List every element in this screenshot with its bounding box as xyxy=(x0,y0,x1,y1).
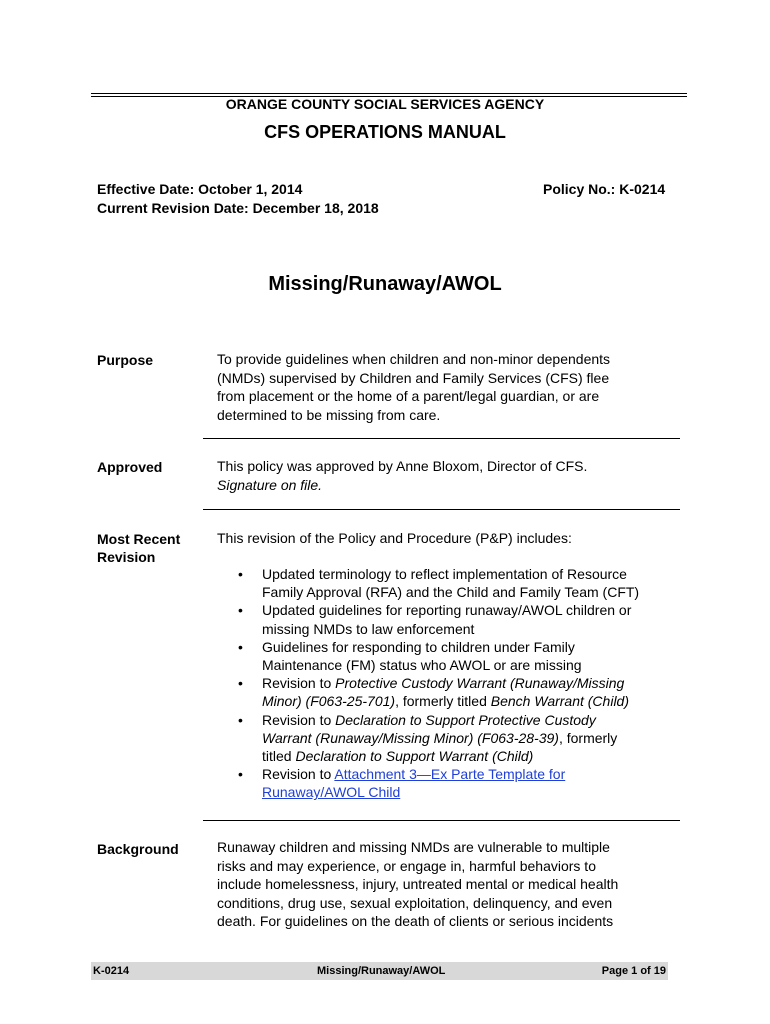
list-line xyxy=(262,711,684,729)
bullet-icon: • xyxy=(238,766,243,783)
signature-note: Signature on file. xyxy=(217,476,323,493)
list-line: Guidelines for responding to children under Family xyxy=(262,638,575,655)
purpose-label: Purpose xyxy=(97,352,154,368)
form-title: Warrant (Runaway/Missing Minor) (F063-28-39) xyxy=(262,729,559,746)
approved-label: Approved xyxy=(97,459,163,475)
policy-number: Policy No.: K-0214 xyxy=(543,181,666,197)
page-title: Missing/Runaway/AWOL xyxy=(268,273,502,295)
text-run: , formerly titled xyxy=(395,693,491,710)
purpose-line: To provide guidelines when children and non-minor dependents xyxy=(217,351,611,367)
list-line xyxy=(262,729,684,747)
bullet-icon: • xyxy=(238,675,243,692)
background-line: risks and may experience, or engage in, harmful behaviors to xyxy=(217,857,596,874)
approved-text xyxy=(217,457,687,494)
list-line xyxy=(262,765,684,783)
background-text xyxy=(217,838,687,931)
list-line: Maintenance (FM) status who AWOL or are missing xyxy=(262,657,582,674)
revision-list xyxy=(234,565,684,802)
list-item xyxy=(234,765,684,801)
purpose-text xyxy=(217,350,687,424)
attachment-3-link[interactable]: Attachment 3—Ex Parte Template for xyxy=(334,766,566,783)
section-divider xyxy=(203,438,680,439)
text-run: titled xyxy=(262,748,296,765)
bullet-icon: • xyxy=(238,638,243,655)
text-run: Revision to xyxy=(262,711,336,728)
revision-date: Current Revision Date: December 18, 2018 xyxy=(97,200,379,216)
revision-label-line: Revision xyxy=(97,549,156,565)
bullet-icon: • xyxy=(238,602,243,619)
bullet-icon: • xyxy=(238,566,243,582)
section-divider xyxy=(203,820,680,821)
purpose-line: (NMDs) supervised by Children and Family Services (CFS) flee xyxy=(217,369,610,386)
form-title: Minor) (F063-25-701) xyxy=(262,693,396,710)
purpose-line: from placement or the home of a parent/legal guardian, or are xyxy=(217,388,600,404)
form-title: Protective Custody Warrant (Runaway/Missing xyxy=(335,675,625,692)
manual-title: CFS OPERATIONS MANUAL xyxy=(264,122,506,142)
list-item xyxy=(234,565,684,601)
background-line: death. For guidelines on the death of clients or serious incidents xyxy=(217,913,614,929)
background-line: Runaway children and missing NMDs are vulnerable to multiple xyxy=(217,839,610,855)
attachment-3-link[interactable]: Runaway/AWOL Child xyxy=(262,784,401,801)
page-footer xyxy=(91,962,668,980)
list-line xyxy=(262,747,684,765)
revision-label-line: Most Recent xyxy=(97,531,181,547)
list-item xyxy=(234,638,684,674)
form-title: Declaration to Support Warrant (Child) xyxy=(295,748,534,765)
text-run: , formerly xyxy=(558,729,618,746)
list-line: missing NMDs to law enforcement xyxy=(262,620,475,637)
text-run: Revision to xyxy=(262,675,336,692)
form-title: Declaration to Support Protective Custody xyxy=(335,711,596,728)
list-line: Updated terminology to reflect implementation of Resource xyxy=(262,566,627,582)
list-line xyxy=(262,674,684,692)
background-line: conditions, drug use, sexual exploitation, delinquency, and even xyxy=(217,894,613,911)
background-line: include homelessness, injury, untreated mental or medical health xyxy=(217,876,619,892)
text-run: Revision to xyxy=(262,766,335,783)
purpose-line: determined to be missing from care. xyxy=(217,406,441,423)
footer-policy-id: K-0214 xyxy=(93,965,130,977)
header-rule-top xyxy=(91,93,687,94)
bullet-icon: • xyxy=(238,711,243,728)
section-divider xyxy=(203,509,680,510)
form-title: Bench Warrant (Child) xyxy=(490,693,630,710)
list-line: Family Approval (RFA) and the Child and Family Team (CFT) xyxy=(262,584,640,601)
effective-date: Effective Date: October 1, 2014 xyxy=(97,181,303,197)
revision-intro: This revision of the Policy and Procedure (P&P) includes: xyxy=(217,530,572,546)
list-line xyxy=(262,692,684,710)
footer-page-number: Page 1 of 19 xyxy=(601,965,666,977)
background-label: Background xyxy=(97,841,179,857)
list-line xyxy=(262,783,684,801)
list-item xyxy=(234,711,684,766)
revision-label xyxy=(97,530,180,566)
list-item xyxy=(234,601,684,637)
list-item xyxy=(234,674,684,710)
agency-name: ORANGE COUNTY SOCIAL SERVICES AGENCY xyxy=(225,96,545,112)
approved-line: This policy was approved by Anne Bloxom, Director of CFS. xyxy=(217,458,588,474)
footer-title: Missing/Runaway/AWOL xyxy=(317,965,446,977)
list-line: Updated guidelines for reporting runaway/AWOL children or xyxy=(262,602,632,619)
